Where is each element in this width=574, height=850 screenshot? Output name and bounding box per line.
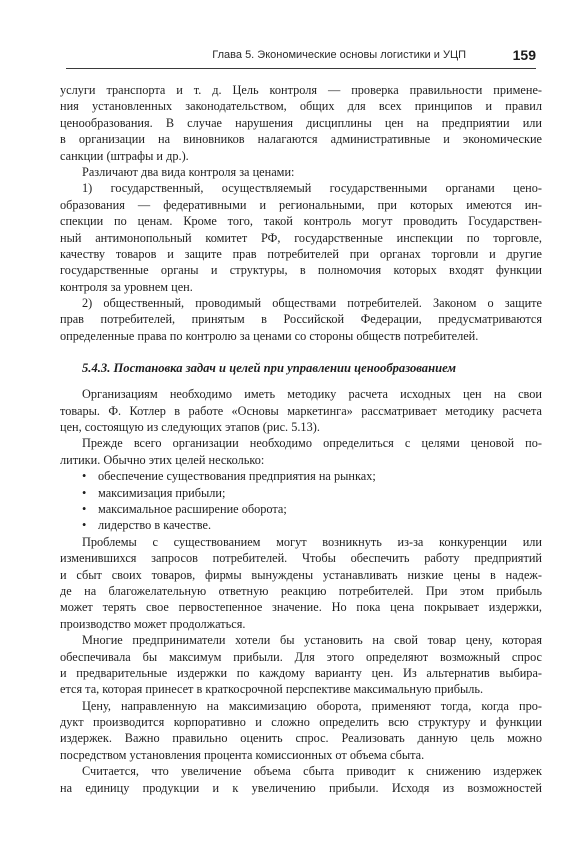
list-item: [60, 517, 542, 533]
text-line: прав потребителей, принятым в Российской Федерации, предусматриваются: [60, 312, 542, 327]
paragraph: [60, 763, 542, 796]
list-item-text: максимальное расширение оборота;: [98, 501, 287, 516]
text-line: 1) государственный, осуществляемый государственными органами цено-: [82, 181, 542, 196]
bullet-icon: •: [82, 469, 87, 484]
text-line: литики. Обычно этих целей несколько:: [60, 452, 265, 467]
text-line: спекции по ценам. Кроме того, такой контроль могут проводить Государствен-: [60, 214, 542, 229]
list-item: [60, 501, 542, 517]
text-line: может терять свое первостепенное значение. Но пока цена покрывает издержки,: [60, 600, 542, 615]
section-heading: 5.4.3. Постановка задач и целей при управлении ценообразованием: [82, 361, 456, 376]
bullet-list: [60, 468, 542, 534]
text-line: товары. Ф. Котлер в работе «Основы маркетинга» рассматривает методику расчета: [60, 403, 542, 418]
paragraph: [60, 82, 542, 164]
text-line: ния установленных законодательством, общих для всех принципов и правил: [60, 99, 542, 114]
paragraph: [60, 534, 542, 632]
paragraph: [60, 386, 542, 435]
text-line: посредством установления процента комиссионных от объема сбыта.: [60, 747, 425, 762]
text-line: ценообразования. В случае нарушения дисциплины цен на предприятии или: [60, 115, 542, 130]
text-line: ется та, которая принесет в краткосрочной перспективе максимальную прибыль.: [60, 682, 484, 697]
text-line: изменившихся запросов потребителей. Чтобы обеспечить работу предприятий: [60, 551, 542, 566]
text-line: Цену, направленную на максимизацию оборота, применяют тогда, когда про-: [82, 698, 542, 713]
page-number: 159: [512, 47, 536, 63]
text-line: государственные органы и структуры, в полномочия которых входят функции: [60, 263, 542, 278]
text-line: образования — федеративными и региональными, при которых имеются ин-: [60, 197, 542, 212]
text-line: определенные права по контролю за ценами со стороны обществ потребителей.: [60, 328, 479, 343]
text-line: качеству товаров и защите прав потребителей при органах торговли и другие: [60, 246, 542, 261]
text-line: Организациям необходимо иметь методику расчета исходных цен на свои: [82, 387, 542, 402]
text-line: Проблемы с существованием могут возникнуть из-за конкуренции или: [82, 534, 542, 549]
paragraph: [60, 295, 542, 344]
list-item-text: обеспечение существования предприятия на рынках;: [98, 469, 376, 484]
list-item-text: лидерство в качестве.: [98, 518, 212, 533]
spacer: [60, 378, 542, 386]
paragraph: [60, 435, 542, 468]
text-line: де на благожелательную ответную реакцию потребителей. При этом прибыль: [60, 583, 542, 598]
text-line: услуги транспорта и т. д. Цель контроля — проверка правильности примене-: [60, 83, 542, 97]
bullet-icon: •: [82, 518, 87, 533]
paragraph: [60, 180, 542, 295]
page-body: [60, 82, 542, 796]
text-line: издержек. Важно правильно оценить спрос. Реализовать данную цель можно: [60, 731, 542, 746]
page-header: [66, 47, 536, 67]
text-line: и сбыт своих товаров, фирмы вынуждены устанавливать низкие цены в надеж-: [60, 567, 542, 582]
text-line: и предварительные издержки по каждому варианту цен. Из альтернатив выбира-: [60, 665, 542, 680]
list-item-text: максимизация прибыли;: [98, 485, 226, 500]
text-line: санкции (штрафы и др.).: [60, 148, 189, 163]
list-item: [60, 485, 542, 501]
text-line: контроля за уровнем цен.: [60, 279, 193, 294]
text-line: Прежде всего организации необходимо определиться с целями ценовой по-: [82, 436, 542, 451]
header-divider: [66, 68, 536, 69]
text-line: цен, состоящую из следующих этапов (рис. 5.13).: [60, 420, 320, 435]
text-line: 2) общественный, проводимый обществами потребителей. Законом о защите: [82, 296, 542, 311]
text-line: Многие предприниматели хотели бы установить на свой товар цену, которая: [82, 633, 542, 648]
text-line: обеспечивала бы максимум прибыли. Для этого определяют возможный спрос: [60, 649, 542, 664]
text-line: Считается, что увеличение объема сбыта приводит к снижению издержек: [82, 764, 542, 779]
text-line: на единицу продукции и к увеличению прибыли. Исходя из возможностей: [60, 780, 542, 795]
running-title: Глава 5. Экономические основы логистики и УЦП: [212, 49, 466, 61]
text-line: ный антимонопольный комитет РФ, государственные инспекции по торговле,: [60, 230, 542, 245]
text-line: в организации на виновников налагаются административные и экономические: [60, 132, 542, 147]
paragraph: [60, 698, 542, 764]
spacer: [60, 344, 542, 358]
text-line: дукт производится корпоративно и сложно определить всю структуру и функции: [60, 715, 542, 730]
bullet-icon: •: [82, 501, 87, 516]
bullet-icon: •: [82, 485, 87, 500]
text-line: производство может продолжаться.: [60, 616, 246, 631]
list-item: [60, 468, 542, 484]
paragraph: [60, 164, 542, 180]
paragraph: [60, 632, 542, 698]
text-line: Различают два вида контроля за ценами:: [82, 164, 295, 179]
